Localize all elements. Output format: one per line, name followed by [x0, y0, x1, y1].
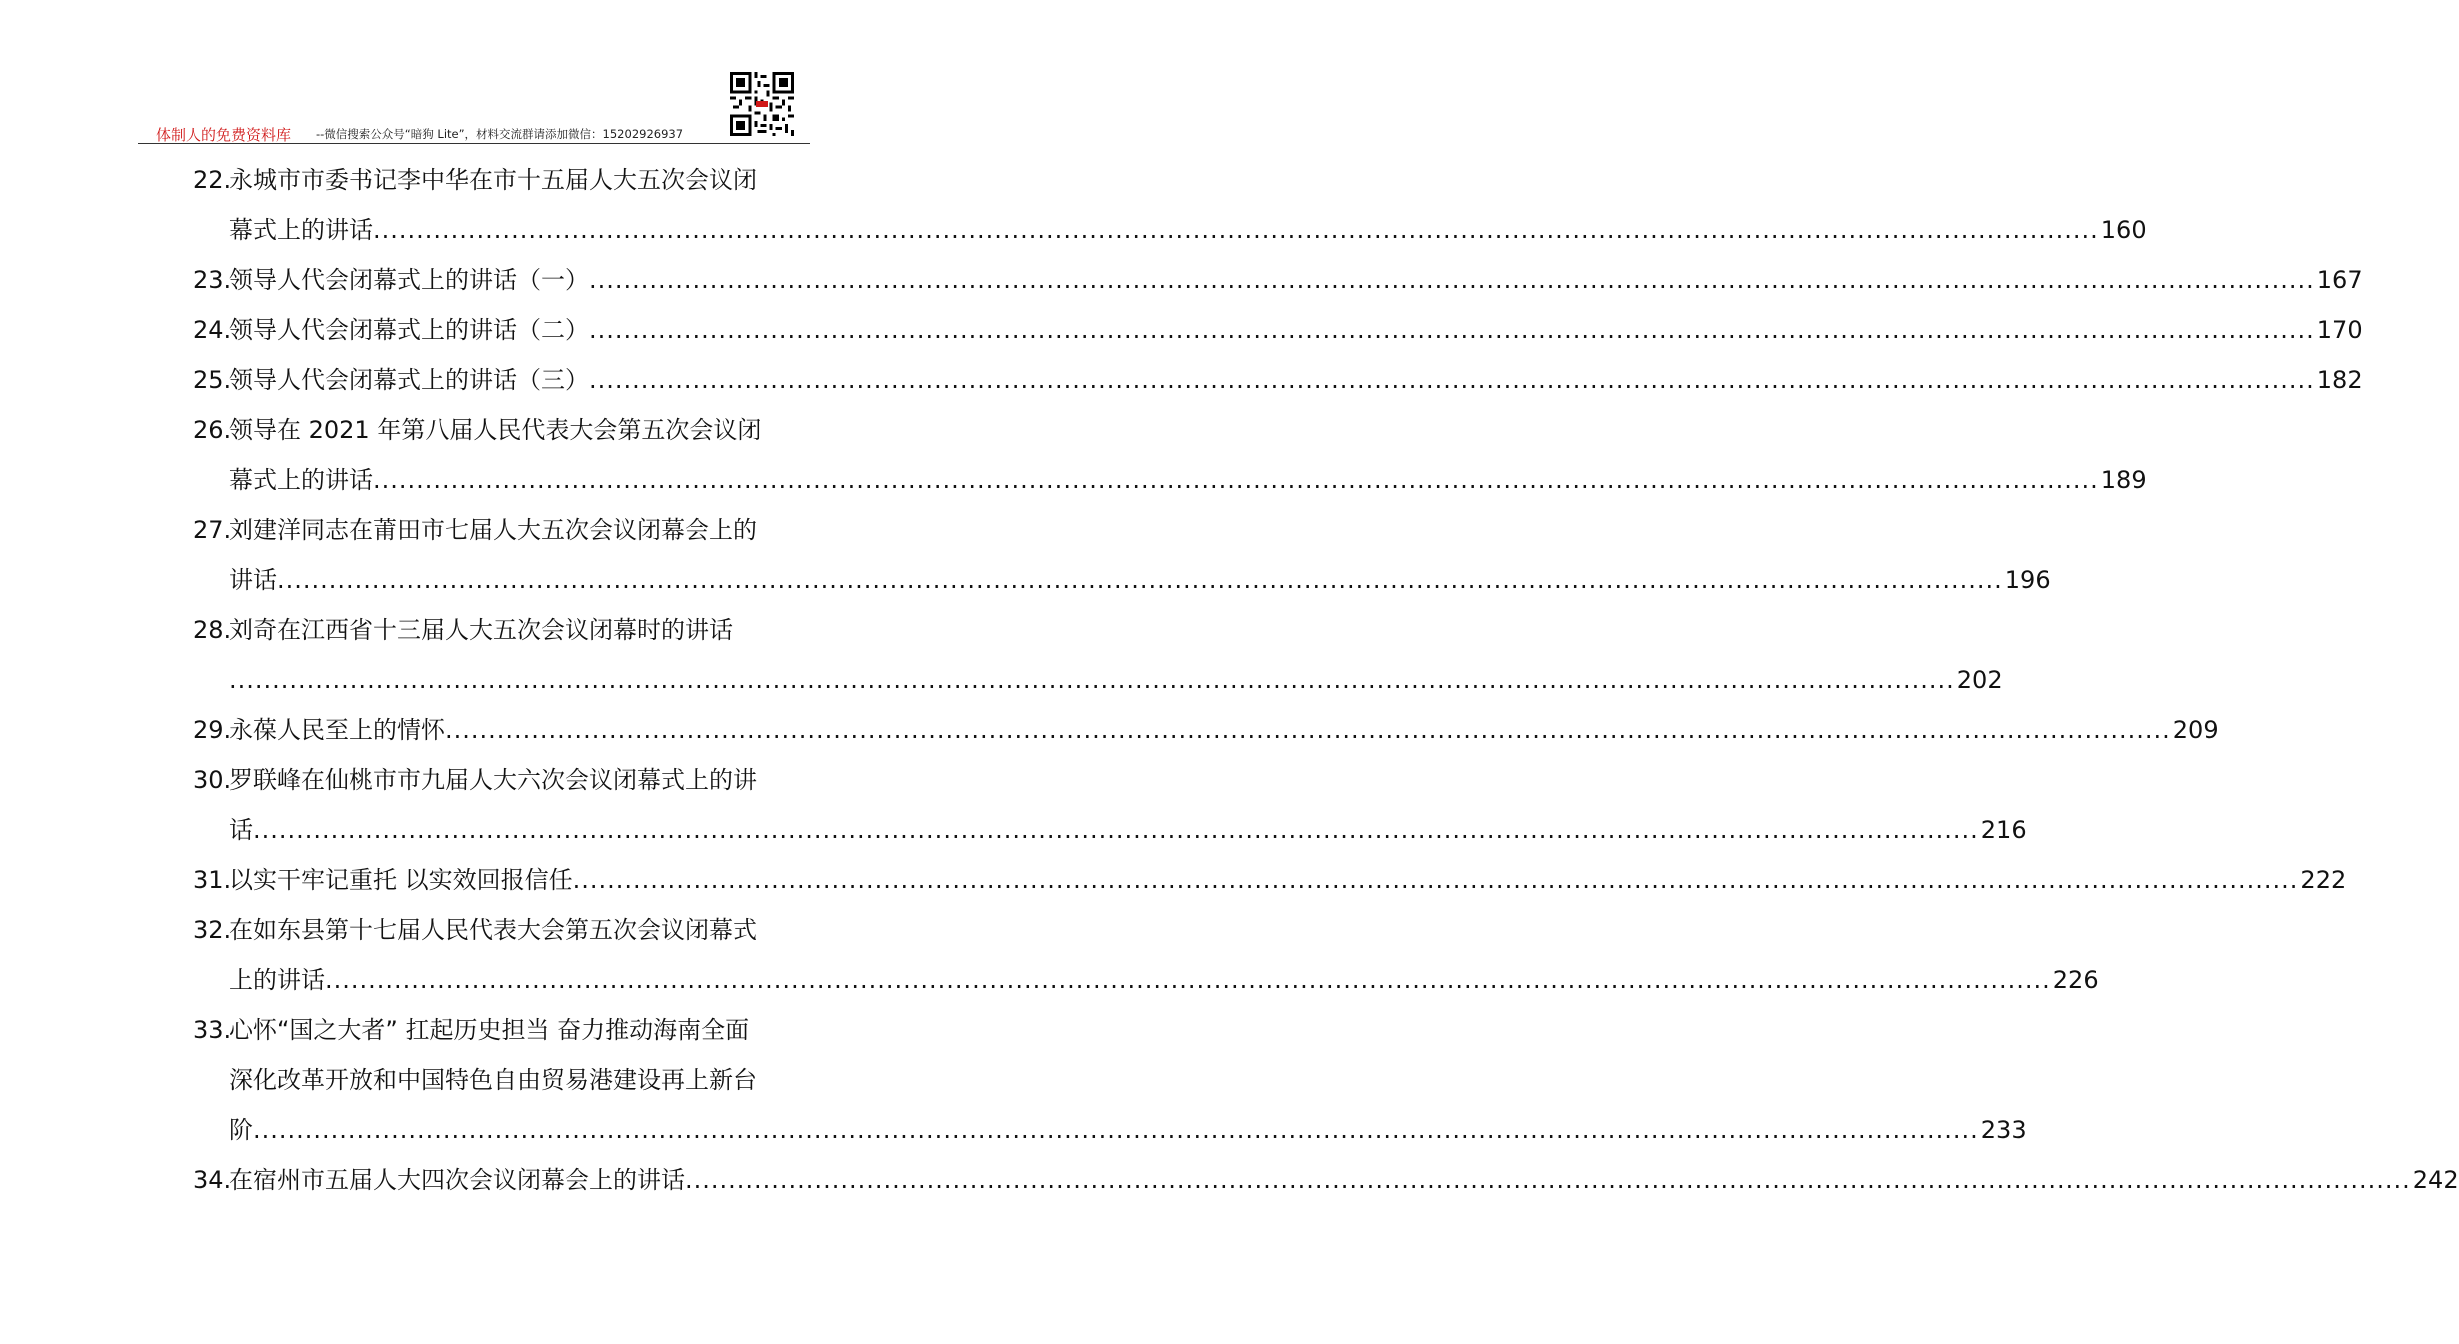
toc-entry[interactable]: [0, 1005, 2027, 1155]
toc-entry[interactable]: [0, 605, 2003, 705]
toc-line: [0, 455, 2147, 505]
toc-line: [0, 205, 2147, 255]
header-tagline: --微信搜索公众号“暗狗 Lite”，材料交流群请添加微信：15202926937: [316, 127, 684, 141]
brand-title: 体制人的免费资料库: [156, 126, 292, 144]
toc-entry[interactable]: [0, 705, 2219, 755]
toc-entry[interactable]: [0, 405, 2147, 505]
entry-title: 上的讲话: [229, 966, 325, 994]
entry-title: 以实干牢记重托 以实效回报信任: [229, 866, 573, 894]
entry-number: 29.: [193, 716, 232, 744]
entry-title: 领导在 2021 年第八届人民代表大会第五次会议闭: [229, 416, 762, 444]
entry-title: 在宿州市五届人大四次会议闭幕会上的讲话: [229, 1166, 685, 1194]
page-number: 222: [2300, 866, 2347, 894]
toc-entry[interactable]: [0, 255, 2363, 305]
page-number: 226: [2052, 966, 2099, 994]
entry-title: 罗联峰在仙桃市市九届人大六次会议闭幕式上的讲: [229, 766, 757, 794]
toc-line: [0, 505, 950, 555]
entry-title: 幕式上的讲话: [229, 216, 373, 244]
page-number: 233: [1980, 1116, 2027, 1144]
page-number: 242: [2412, 1166, 2459, 1194]
toc-line: [0, 905, 950, 955]
leader-dots: ........................................................................................................................................................................................................: [445, 716, 2171, 744]
entry-number: 23.: [193, 266, 232, 294]
page-number: 167: [2316, 266, 2363, 294]
toc-line: [0, 655, 2003, 705]
page-number: 182: [2316, 366, 2363, 394]
leader-dots: ........................................................................................................................................................................................................: [253, 1116, 1979, 1144]
toc-line: [0, 855, 2347, 905]
entry-number: 31.: [193, 866, 232, 894]
entry-title: 永城市市委书记李中华在市十五届人大五次会议闭: [229, 166, 757, 194]
leader-dots: ........................................................................................................................................................................................................: [373, 466, 2099, 494]
entry-title: 讲话: [229, 566, 277, 594]
entry-title: 永葆人民至上的情怀: [229, 716, 445, 744]
leader-dots: ........................................................................................................................................................................................................: [572, 866, 2299, 894]
toc-line: [0, 155, 950, 205]
leader-dots: ........................................................................................................................................................................................................: [253, 816, 1979, 844]
entry-title: 在如东县第十七届人民代表大会第五次会议闭幕式: [229, 916, 757, 944]
toc-line: [0, 805, 2027, 855]
entry-number: 30.: [193, 766, 232, 794]
table-of-contents: [0, 155, 2459, 1205]
leader-dots: ........................................................................................................................................................................................................: [685, 1166, 2411, 1194]
leader-dots: ........................................................................................................................................................................................................: [277, 566, 2003, 594]
entry-title: 幕式上的讲话: [229, 466, 373, 494]
toc-entry[interactable]: [0, 855, 2347, 905]
entry-title: 心怀“国之大者” 扛起历史担当 奋力推动海南全面: [229, 1016, 750, 1044]
toc-line: [0, 555, 2051, 605]
leader-dots: ........................................................................................................................................................................................................: [589, 266, 2315, 294]
entry-number: 34.: [193, 1166, 232, 1194]
entry-title: 刘建洋同志在莆田市七届人大五次会议闭幕会上的: [229, 516, 757, 544]
toc-entry[interactable]: [0, 305, 2363, 355]
toc-line: [0, 1005, 950, 1055]
toc-line: [0, 1105, 2027, 1155]
entry-title: 领导人代会闭幕式上的讲话（二）: [229, 316, 589, 344]
toc-line: [0, 705, 2219, 755]
toc-line: [0, 355, 2363, 405]
leader-dots: ........................................................................................................................................................................................................: [373, 216, 2099, 244]
page-number: 196: [2004, 566, 2051, 594]
header-divider: [138, 143, 810, 144]
toc-line: [0, 1155, 2459, 1205]
entry-title: 刘奇在江西省十三届人大五次会议闭幕时的讲话: [229, 616, 733, 644]
toc-line: [0, 955, 2099, 1005]
page-number: 189: [2100, 466, 2147, 494]
entry-number: 26.: [193, 416, 232, 444]
toc-entry[interactable]: [0, 1155, 2459, 1205]
toc-entry[interactable]: [0, 505, 2051, 605]
page-number: 202: [1956, 666, 2003, 694]
entry-title: 话: [229, 816, 253, 844]
toc-entry[interactable]: [0, 155, 2147, 255]
entry-title: 领导人代会闭幕式上的讲话（三）: [229, 366, 589, 394]
entry-number: 24.: [193, 316, 232, 344]
toc-line: [0, 255, 2363, 305]
toc-entry[interactable]: [0, 755, 2027, 855]
toc-line: [0, 1055, 950, 1105]
leader-dots: ........................................................................................................................................................................................................: [325, 966, 2051, 994]
entry-number: 27.: [193, 516, 232, 544]
entry-number: 33.: [193, 1016, 232, 1044]
toc-entry[interactable]: [0, 355, 2363, 405]
entry-title: 领导人代会闭幕式上的讲话（一）: [229, 266, 589, 294]
toc-line: [0, 305, 2363, 355]
leader-dots: ........................................................................................................................................................................................................: [589, 366, 2315, 394]
page-header: [138, 68, 810, 146]
toc-line: [0, 405, 950, 455]
page-number: 160: [2100, 216, 2147, 244]
leader-dots: ........................................................................................................................................................................................................: [589, 316, 2315, 344]
page-number: 170: [2316, 316, 2363, 344]
entry-number: 25.: [193, 366, 232, 394]
page-number: 216: [1980, 816, 2027, 844]
toc-entry[interactable]: [0, 905, 2099, 1005]
entry-number: 28.: [193, 616, 232, 644]
leader-dots: ........................................................................................................................................................................................................: [229, 666, 1955, 694]
entry-title: 阶: [229, 1116, 253, 1144]
toc-line: [0, 755, 950, 805]
page-number: 209: [2172, 716, 2219, 744]
toc-line: [0, 605, 950, 655]
entry-title: 深化改革开放和中国特色自由贸易港建设再上新台: [229, 1066, 757, 1094]
entry-number: 22.: [193, 166, 232, 194]
entry-number: 32.: [193, 916, 232, 944]
qr-code-icon: [730, 72, 794, 136]
